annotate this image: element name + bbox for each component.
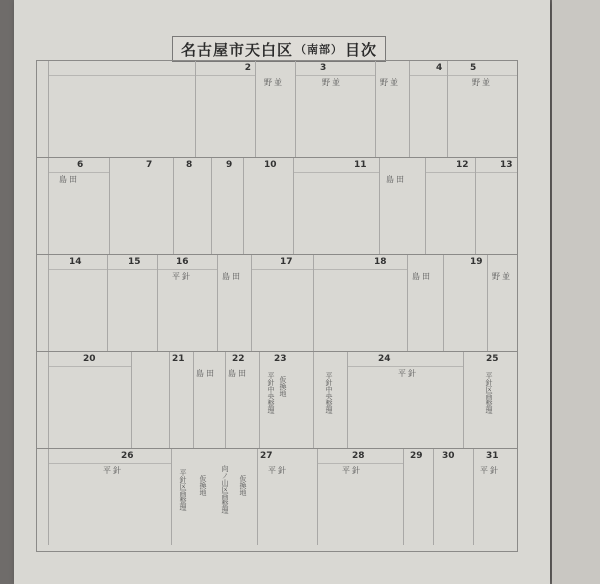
sheet-number: 8 <box>186 160 193 170</box>
sheet-number: 6 <box>77 160 84 170</box>
sheet-number: 16 <box>176 257 189 267</box>
area-heading: 平針 <box>172 272 192 281</box>
sheet-number: 19 <box>470 257 483 267</box>
sheet-number: 22 <box>232 354 245 364</box>
label-23b: 仮換地 <box>279 376 287 397</box>
sheet-number: 18 <box>374 257 387 267</box>
index-cell <box>49 61 195 157</box>
index-cell-4 <box>409 61 447 157</box>
index-cell-28 <box>317 449 403 545</box>
sheet-number: 26 <box>121 451 134 461</box>
index-cell-30 <box>433 449 473 545</box>
sheet-number: 25 <box>486 354 499 364</box>
title-suffix: 目次 <box>345 40 378 59</box>
label-27b: 仮換地 <box>199 475 207 496</box>
label-27a: 平針区画整理 <box>179 469 187 511</box>
index-cell-shimada-3 <box>217 255 251 351</box>
index-cell-2 <box>195 61 255 157</box>
index-row-1 <box>37 61 517 158</box>
sheet-number: 17 <box>280 257 293 267</box>
area-heading: 島田 <box>228 369 248 378</box>
index-cell-11 <box>293 158 379 254</box>
sheet-number: 23 <box>274 354 287 364</box>
sheet-number: 21 <box>172 354 185 364</box>
index-row-3 <box>37 255 517 352</box>
sheet-number: 2 <box>244 63 251 73</box>
sheet-number: 12 <box>456 160 469 170</box>
label-25: 平針区画整理 <box>485 372 493 414</box>
sheet-number: 29 <box>410 451 423 461</box>
label-23c: 平針中央整理 <box>325 372 333 414</box>
index-cell-nonoka <box>255 61 295 157</box>
sheet-number: 30 <box>442 451 455 461</box>
index-cell-24 <box>347 352 463 448</box>
page-title <box>172 36 386 62</box>
label-27d: 仮換地 <box>239 475 247 496</box>
sheet-number: 28 <box>352 451 365 461</box>
index-row-4 <box>37 352 517 449</box>
index-cell-shimada <box>379 158 425 254</box>
adjacent-page <box>552 0 600 584</box>
index-row-5 <box>37 449 517 546</box>
index-row-2 <box>37 158 517 255</box>
label-23a: 平針中央整理 <box>267 372 275 414</box>
sheet-number: 4 <box>436 63 443 73</box>
index-cell-21 <box>131 352 169 448</box>
index-cell-23b <box>313 352 347 448</box>
sheet-number: 5 <box>470 63 477 73</box>
index-cell-22 <box>225 352 259 448</box>
index-cell-18 <box>313 255 407 351</box>
sheet-number: 15 <box>128 257 141 267</box>
index-cell-23 <box>259 352 313 448</box>
area-heading: 平針 <box>480 466 500 475</box>
index-cell-7 <box>109 158 173 254</box>
index-cell-5 <box>447 61 517 157</box>
row-label-column <box>37 255 49 351</box>
area-heading: 平針 <box>268 466 288 475</box>
index-cell-29 <box>403 449 433 545</box>
index-cell-nonoka-2 <box>375 61 409 157</box>
label-27c: 向ノ山区画整理 <box>221 465 229 514</box>
area-heading: 島田 <box>59 175 79 184</box>
area-heading: 平針 <box>342 466 362 475</box>
index-cell-3 <box>295 61 375 157</box>
sheet-number: 7 <box>146 160 153 170</box>
area-heading: 島田 <box>222 272 242 281</box>
area-heading: 平針 <box>398 369 418 378</box>
index-cell-12 <box>425 158 475 254</box>
sheet-number: 3 <box>320 63 327 73</box>
index-cell-shimada-4 <box>407 255 443 351</box>
sheet-number: 20 <box>83 354 96 364</box>
area-heading: 島田 <box>386 175 406 184</box>
row-label-column <box>37 61 49 157</box>
area-heading: 野並 <box>472 78 492 87</box>
index-cell-13 <box>475 158 517 254</box>
index-cell-27 <box>257 449 317 545</box>
area-heading: 島田 <box>196 369 216 378</box>
sheet-number: 13 <box>500 160 513 170</box>
index-cell-19 <box>443 255 487 351</box>
index-cell-17 <box>251 255 313 351</box>
area-heading: 野並 <box>492 272 512 281</box>
index-cell-shimada-5 <box>193 352 225 448</box>
area-heading: 島田 <box>412 272 432 281</box>
index-cell-14 <box>49 255 107 351</box>
index-cell-6 <box>49 158 109 254</box>
area-heading: 野並 <box>264 78 284 87</box>
index-cell-15 <box>107 255 157 351</box>
sheet-number: 11 <box>354 160 367 170</box>
index-cell-nonoka-3 <box>487 255 517 351</box>
index-cell-20 <box>49 352 131 448</box>
title-main: 名古屋市天白区 <box>180 40 293 59</box>
index-cell-25 <box>463 352 517 448</box>
row-label-column <box>37 352 49 448</box>
index-cell-26 <box>49 449 171 545</box>
index-cell-27-labels <box>171 449 257 545</box>
index-cell-31 <box>473 449 517 545</box>
index-cell-21b <box>169 352 193 448</box>
sheet-number: 10 <box>264 160 277 170</box>
index-grid <box>36 60 518 552</box>
area-heading: 野並 <box>380 78 400 87</box>
area-heading: 野並 <box>322 78 342 87</box>
row-label-column <box>37 158 49 254</box>
index-cell-8 <box>173 158 211 254</box>
title-paren: （南部） <box>295 43 343 56</box>
sheet-number: 24 <box>378 354 391 364</box>
sheet-number: 31 <box>486 451 499 461</box>
area-heading: 平針 <box>103 466 123 475</box>
index-cell-16 <box>157 255 217 351</box>
index-cell-10 <box>243 158 293 254</box>
index-cell-9 <box>211 158 243 254</box>
sheet-number: 9 <box>226 160 233 170</box>
sheet-number: 27 <box>260 451 273 461</box>
row-label-column <box>37 449 49 545</box>
sheet-number: 14 <box>69 257 82 267</box>
